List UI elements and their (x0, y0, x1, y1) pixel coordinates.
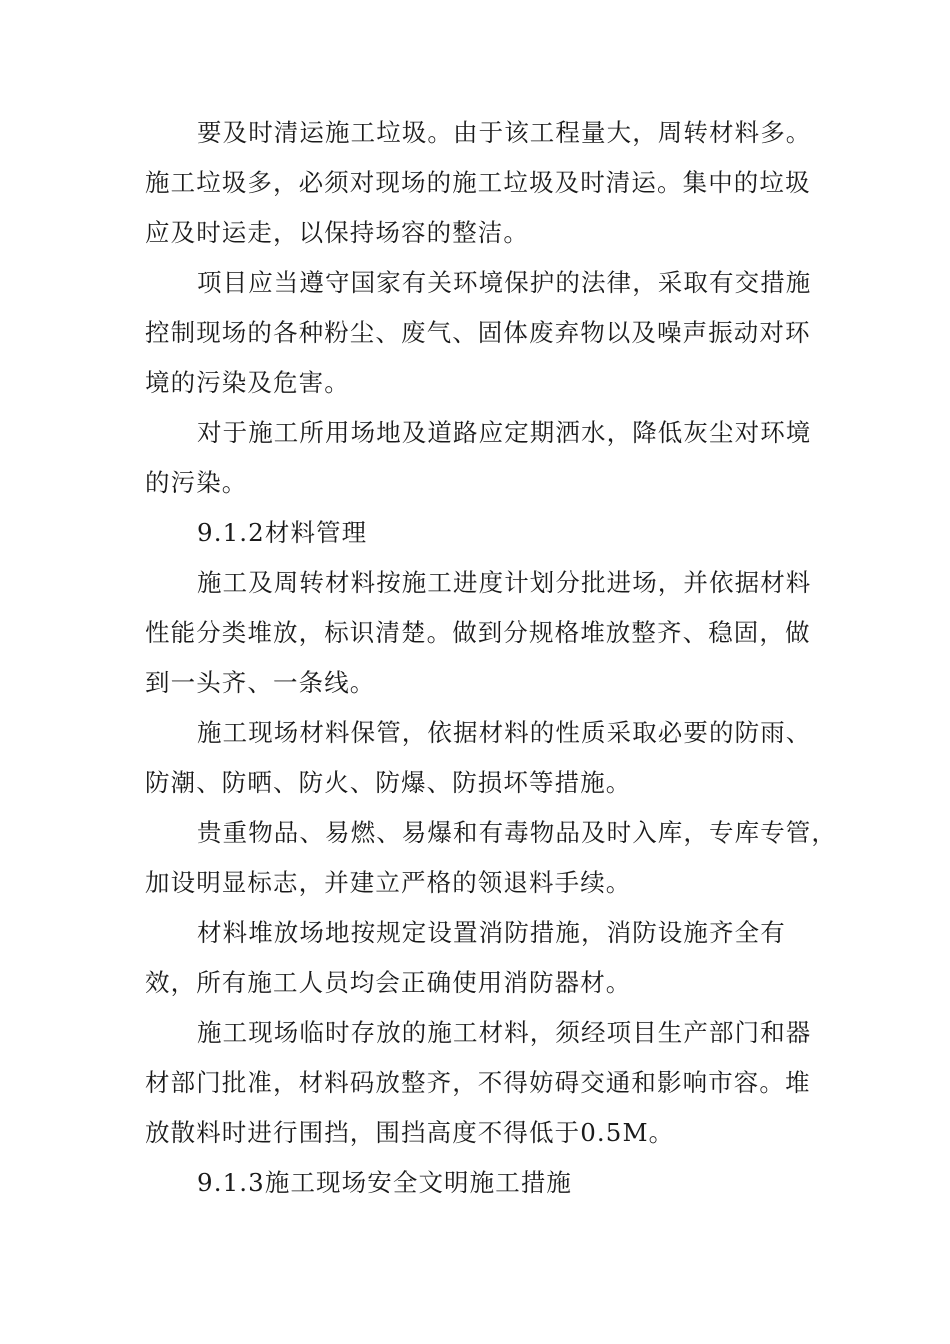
paragraph-line: 控制现场的各种粉尘、废气、固体废弃物以及噪声振动对环 (145, 318, 811, 347)
paragraph-line: 材料堆放场地按规定设置消防措施，消防设施齐全有 (197, 918, 786, 947)
paragraph-line: 对于施工所用场地及道路应定期洒水，降低灰尘对环境 (197, 418, 812, 447)
paragraph-line: 性能分类堆放，标识清楚。做到分规格堆放整齐、稳固，做 (145, 618, 811, 647)
paragraph-line: 的污染。 (145, 468, 248, 497)
paragraph-line: 要及时清运施工垃圾。由于该工程量大，周转材料多。 (197, 118, 812, 147)
paragraph-line: 施工垃圾多，必须对现场的施工垃圾及时清运。集中的垃圾 (145, 168, 811, 197)
paragraph-line: 贵重物品、易燃、易爆和有毒物品及时入库，专库专管， (197, 818, 837, 847)
paragraph-line: 防潮、防晒、防火、防爆、防损坏等措施。 (145, 768, 632, 797)
section-heading: 9.1.3施工现场安全文明施工措施 (197, 1168, 573, 1197)
paragraph-line: 材部门批准，材料码放整齐，不得妨碍交通和影响市容。堆 (145, 1068, 811, 1097)
section-heading: 9.1.2材料管理 (197, 518, 368, 547)
paragraph-line: 施工现场临时存放的施工材料，须经项目生产部门和器 (197, 1018, 812, 1047)
paragraph-line: 应及时运走，以保持场容的整洁。 (145, 218, 529, 247)
paragraph-line: 效，所有施工人员均会正确使用消防器材。 (145, 968, 632, 997)
paragraph-line: 到一头齐、一条线。 (145, 668, 376, 697)
paragraph-line: 施工现场材料保管，依据材料的性质采取必要的防雨、 (197, 718, 812, 747)
paragraph-line: 境的污染及危害。 (145, 368, 350, 397)
paragraph-line: 项目应当遵守国家有关环境保护的法律，采取有交措施 (197, 268, 812, 297)
paragraph-line: 加设明显标志，并建立严格的领退料手续。 (145, 868, 632, 897)
paragraph-line: 施工及周转材料按施工进度计划分批进场，并依据材料 (197, 568, 812, 597)
paragraph-line: 放散料时进行围挡，围挡高度不得低于0.5M。 (145, 1118, 675, 1147)
